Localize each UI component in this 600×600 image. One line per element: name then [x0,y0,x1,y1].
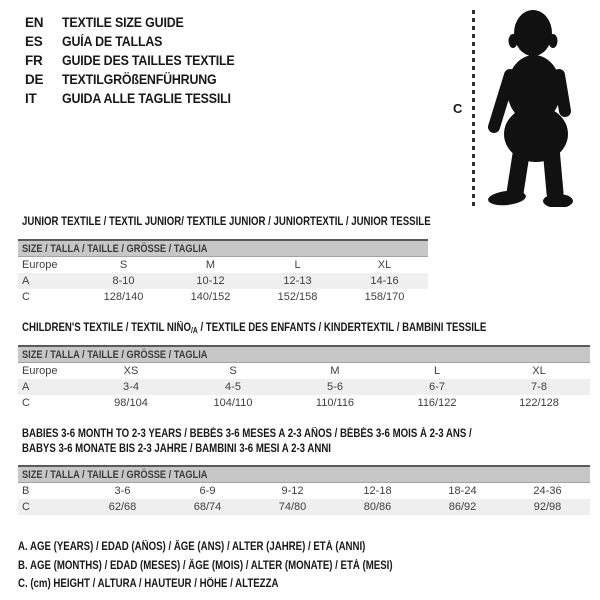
size-cell: 12-18 [363,485,392,497]
table-row-height [18,395,590,411]
size-cell: 4-5 [225,381,241,393]
size-cell: XS [123,365,139,377]
size-cell: 116/122 [417,397,457,409]
size-cell: 14-16 [370,275,399,287]
size-cell: 6-9 [199,485,216,497]
size-cell: 7-8 [531,381,547,393]
size-cell: XL [532,365,546,377]
children-size-table [18,345,590,411]
size-cell: L [433,365,441,377]
language-list [25,13,250,108]
size-cell: 9-12 [281,485,304,497]
baby-silhouette-image [481,5,593,207]
language-row-fr [25,51,250,70]
babies-table-title: BABIES 3-6 MONTH TO 2-3 YEARS / BEBÉS 3-6 MESES A 2-3 AÑOS / BÉBÉS 3-6 MOIS À 2-3 ANS / BABYS 3-6 MONATE BIS 2-3 JAHRE / BAMBINI 3-6 MESI A 2-3 ANNI [22,428,472,455]
height-measure-label: C [453,101,463,116]
row-label: C [22,501,30,513]
size-cell: 5-6 [327,381,343,393]
size-cell: 158/170 [364,291,405,303]
language-row-en [25,13,250,32]
language-title: GUIDE DES TAILLES TEXTILE [62,53,235,68]
table-row-age [18,273,428,289]
size-cell: 62/68 [108,501,137,513]
size-cell: 12-13 [283,275,312,287]
size-cell: XL [377,259,392,271]
size-cell: 122/128 [519,397,559,409]
language-row-de [25,70,250,89]
language-code: ES [25,34,43,49]
legend-notes [18,538,464,594]
size-cell: 104/110 [213,397,253,409]
size-cell: 74/80 [278,501,307,513]
size-cell: S [229,365,237,377]
size-header-bar: SIZE / TALLA / TAILLE / GRÖSSE / TAGLIA [18,239,428,257]
note-height-cm: C. (cm) HEIGHT / ALTURA / HAUTEUR / HÖHE / ALTEZZA [18,578,279,590]
language-row-es [25,32,250,51]
size-cell: M [205,259,216,271]
language-code: EN [25,15,44,30]
size-cell: 8-10 [112,275,135,287]
size-cell: 80/86 [363,501,392,513]
size-cell: 68/74 [193,501,222,513]
note-age-months: B. AGE (MONTHS) / EDAD (MESES) / ÂGE (MOIS) / ALTER (MONATE) / ETÀ (MESI) [18,559,393,572]
language-title: GUÍA DE TALLAS [62,34,163,49]
row-label: Europe [22,365,58,377]
language-title: GUIDA ALLE TAGLIE TESSILI [62,91,231,106]
row-label: A [22,275,30,287]
size-cell: 128/140 [103,291,144,303]
row-label: Europe [22,259,58,271]
size-cell: 152/158 [277,291,318,303]
size-cell: M [330,365,340,377]
table-row-months [18,483,590,499]
size-cell: 3-4 [123,381,139,393]
size-cell: 18-24 [448,485,477,497]
table-row-europe [18,363,590,379]
language-code: FR [25,53,43,68]
size-cell: 140/152 [190,291,231,303]
junior-table-title: JUNIOR TEXTILE / TEXTIL JUNIOR/ TEXTILE JUNIOR / JUNIORTEXTIL / JUNIOR TESSILE [22,216,431,228]
height-measure-dashed-line [472,10,475,208]
language-title: TEXTILE SIZE GUIDE [62,15,184,30]
note-age-years: A. AGE (YEARS) / EDAD (AÑOS) / ÂGE (ANS) / ALTER (JAHRE) / ETÀ (ANNI) [18,541,366,553]
junior-size-table [18,239,428,305]
language-code: DE [25,72,44,87]
size-cell: S [119,259,128,271]
row-label: C [22,397,30,409]
size-cell: 24-36 [533,485,562,497]
nino-a-subscript: /A [191,326,198,335]
language-row-it [25,89,250,108]
language-code: IT [25,91,37,106]
table-row-height [18,289,428,305]
table-row-height [18,499,590,515]
size-cell: 98/104 [114,397,148,409]
babies-size-table [18,465,590,515]
size-cell: 6-7 [429,381,445,393]
row-label: A [22,381,30,393]
size-cell: L [294,259,301,271]
size-header-bar: SIZE / TALLA / TAILLE / GRÖSSE / TAGLIA [18,345,590,363]
row-label: B [22,485,30,497]
row-label: C [22,291,30,303]
table-row-age [18,379,590,395]
size-cell: 110/116 [315,397,355,409]
size-cell: 92/98 [533,501,562,513]
language-title: TEXTILGRÖßENFÜHRUNG [62,72,217,87]
size-cell: 3-6 [114,485,131,497]
size-cell: 10-12 [196,275,225,287]
children-table-title: CHILDREN'S TEXTILE / TEXTIL NIÑO/A / TEXTILE DES ENFANTS / KINDERTEXTIL / BAMBINI TESSILE [22,322,487,335]
size-cell: 86/92 [448,501,477,513]
table-row-europe [18,257,428,273]
size-header-bar: SIZE / TALLA / TAILLE / GRÖSSE / TAGLIA [18,465,590,483]
